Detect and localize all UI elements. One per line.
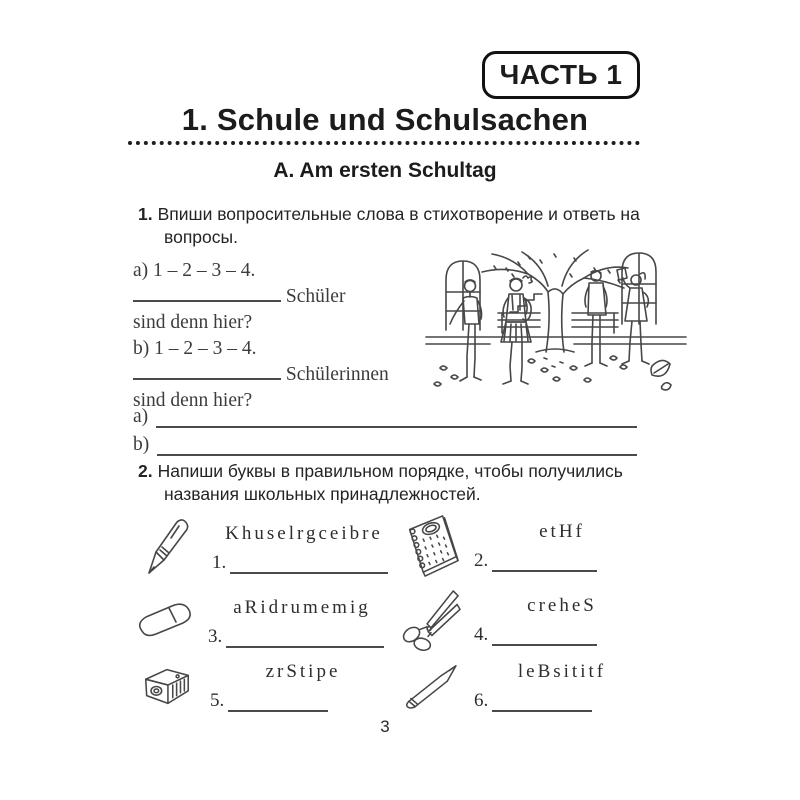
slot-number-1: 1. <box>212 551 227 573</box>
dotted-divider <box>128 141 640 145</box>
notebook-icon <box>396 512 464 580</box>
poem-line-a-intro: a) 1 – 2 – 3 – 4. <box>133 260 256 281</box>
slot-number-6: 6. <box>474 689 489 711</box>
exercise2-number: 2. <box>138 461 153 481</box>
schoolyard-scene-svg <box>424 240 688 398</box>
answer-line-a <box>156 398 637 428</box>
scrambled-word-5: zrStipe <box>265 660 341 682</box>
scramble-content-6 <box>474 661 650 712</box>
answer-line-3 <box>226 626 384 648</box>
sharpener-icon <box>132 652 200 720</box>
scrambled-word-6: leBsititf <box>517 660 607 682</box>
schoolyard-illustration <box>424 240 688 398</box>
answer-label-a: a) <box>133 406 149 427</box>
scramble-item-1 <box>134 514 396 582</box>
answer-row-b <box>133 428 637 456</box>
scramble-content-4 <box>474 595 650 646</box>
chapter-title: 1. Schule und Schulsachen <box>181 102 589 137</box>
exercise2-instruction-text: Напиши буквы в правильном порядке, чтобы получились названия школьных принадлежностей. <box>157 461 623 504</box>
poem-block <box>133 258 433 414</box>
exercise1-number: 1. <box>138 204 153 224</box>
poem-word-a: Schüler <box>285 286 346 307</box>
answer-slot-1 <box>212 552 396 574</box>
answer-line-1 <box>230 552 388 574</box>
answer-row-a <box>133 400 637 428</box>
fill-blank-b <box>133 364 281 380</box>
page-number: 3 <box>380 717 390 736</box>
exercise2-instruction <box>138 460 684 506</box>
answer-slot-4 <box>474 624 650 646</box>
section-title: A. Am ersten Schultag <box>273 159 497 182</box>
answer-line-4 <box>492 624 597 646</box>
scramble-item-2 <box>396 512 650 580</box>
poem-line-a-blank-row <box>133 284 433 310</box>
answer-line-2 <box>492 550 597 572</box>
answer-slot-2 <box>474 550 650 572</box>
fill-blank-a <box>133 286 281 302</box>
answer-label-b: b) <box>133 434 150 455</box>
part-badge-label: ЧАСТЬ 1 <box>499 59 623 90</box>
exercise1-instruction-text: Впиши вопросительные слова в стихотворение и ответь на вопросы. <box>157 204 640 247</box>
scramble-content-1 <box>212 523 396 574</box>
pen-icon <box>134 514 202 582</box>
scrambled-word-3: aRidrumemig <box>233 596 371 618</box>
poem-line-b-tail: sind denn hier? <box>133 390 253 411</box>
poem-line-a-tail: sind denn hier? <box>133 312 253 333</box>
exercise1-answers <box>133 400 637 456</box>
scissors-icon <box>396 586 464 654</box>
slot-number-4: 4. <box>474 623 489 645</box>
scramble-item-4 <box>396 586 650 654</box>
scramble-item-5 <box>132 652 396 720</box>
slot-number-2: 2. <box>474 549 489 571</box>
answer-line-b <box>157 426 637 456</box>
scrambled-word-1: Khuselrgceibre <box>225 522 383 544</box>
slot-number-5: 5. <box>210 689 225 711</box>
part-badge <box>482 51 640 99</box>
slot-number-3: 3. <box>208 625 223 647</box>
scramble-content-5 <box>210 661 396 712</box>
pencil-icon <box>396 652 464 720</box>
answer-slot-5 <box>210 690 396 712</box>
eraser-icon <box>130 588 198 656</box>
answer-slot-3 <box>208 626 396 648</box>
poem-line-b-blank-row <box>133 362 433 388</box>
scrambled-word-2: etHf <box>539 520 585 542</box>
scramble-item-6 <box>396 652 650 720</box>
scrambled-word-4: creheS <box>527 594 597 616</box>
answer-slot-6 <box>474 690 650 712</box>
scramble-item-3 <box>130 588 396 656</box>
scramble-content-3 <box>208 597 396 648</box>
poem-line-b-intro: b) 1 – 2 – 3 – 4. <box>133 338 257 359</box>
scramble-content-2 <box>474 521 650 572</box>
poem-word-b: Schülerinnen <box>285 364 389 385</box>
answer-line-6 <box>492 690 592 712</box>
answer-line-5 <box>228 690 328 712</box>
